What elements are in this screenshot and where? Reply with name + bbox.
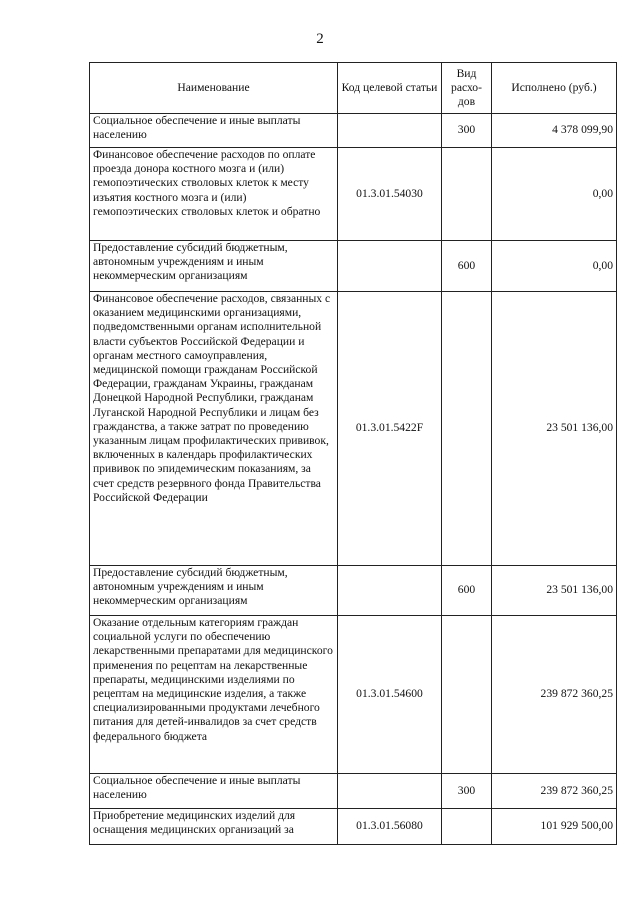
row-type: 300 <box>442 114 492 148</box>
row-code <box>338 774 442 809</box>
table-row <box>90 774 617 809</box>
row-code: 01.3.01.5422F <box>338 292 442 566</box>
row-type: 600 <box>442 566 492 616</box>
row-code <box>338 241 442 292</box>
row-code: 01.3.01.54600 <box>338 616 442 774</box>
row-type <box>442 809 492 845</box>
header-type: Вид расхо-дов <box>442 63 492 114</box>
table-row <box>90 809 617 845</box>
row-name: Приобретение медицинских изделий для оснащения медицинских организаций за <box>90 809 338 845</box>
row-amount: 0,00 <box>492 241 617 292</box>
row-type <box>442 616 492 774</box>
table-row <box>90 148 617 241</box>
row-amount: 239 872 360,25 <box>492 774 617 809</box>
row-amount: 0,00 <box>492 148 617 241</box>
budget-execution-table <box>89 62 617 845</box>
row-code <box>338 114 442 148</box>
row-name: Социальное обеспечение и иные выплаты населению <box>90 774 338 809</box>
row-code <box>338 566 442 616</box>
row-amount: 101 929 500,00 <box>492 809 617 845</box>
table-row <box>90 241 617 292</box>
table-header-row <box>90 63 617 114</box>
page-number: 2 <box>316 31 324 47</box>
table-row <box>90 616 617 774</box>
row-code: 01.3.01.56080 <box>338 809 442 845</box>
row-amount: 239 872 360,25 <box>492 616 617 774</box>
row-code: 01.3.01.54030 <box>338 148 442 241</box>
header-code: Код целевой статьи <box>338 63 442 114</box>
row-amount: 4 378 099,90 <box>492 114 617 148</box>
row-name: Предоставление субсидий бюджетным, автономным учреждениям и иным некоммерческим организациям <box>90 566 338 616</box>
row-amount: 23 501 136,00 <box>492 292 617 566</box>
row-name: Предоставление субсидий бюджетным, автономным учреждениям и иным некоммерческим организациям <box>90 241 338 292</box>
row-type <box>442 148 492 241</box>
row-type: 600 <box>442 241 492 292</box>
header-amount: Исполнено (руб.) <box>492 63 617 114</box>
row-name: Финансовое обеспечение расходов по оплате проезда донора костного мозга и (или) гемопоэтических стволовых клеток к месту изъятия костного мозга и (или) гемопоэтических стволовых клеток и обратно <box>90 148 338 241</box>
row-name: Социальное обеспечение и иные выплаты населению <box>90 114 338 148</box>
row-type <box>442 292 492 566</box>
header-name: Наименование <box>90 63 338 114</box>
table-row <box>90 292 617 566</box>
table-row <box>90 114 617 148</box>
row-name: Финансовое обеспечение расходов, связанных с оказанием медицинскими организациями, подведомственными органам исполнительной власти субъектов Российской Федерации и органам местного самоуправления, медицинской помощи гражданам Российской Федерации, гражданам Украины, гражданам Донецкой Народной Республики, гражданам Луганской Народной Республики и лицам без гражданства, а также затрат по проведению указанным лицам профилактических прививок, включенных в календарь профилактических прививок по эпидемическим показаниям, за счет средств резервного фонда Правительства Российской Федерации <box>90 292 338 566</box>
row-name: Оказание отдельным категориям граждан социальной услуги по обеспечению лекарственными препаратами для медицинского применения по рецептам на лекарственные препараты, медицинскими изделиями по рецептам на медицинские изделия, а также специализированными продуктами лечебного питания для детей-инвалидов за счет средств федерального бюджета <box>90 616 338 774</box>
row-amount: 23 501 136,00 <box>492 566 617 616</box>
row-type: 300 <box>442 774 492 809</box>
table-row <box>90 566 617 616</box>
